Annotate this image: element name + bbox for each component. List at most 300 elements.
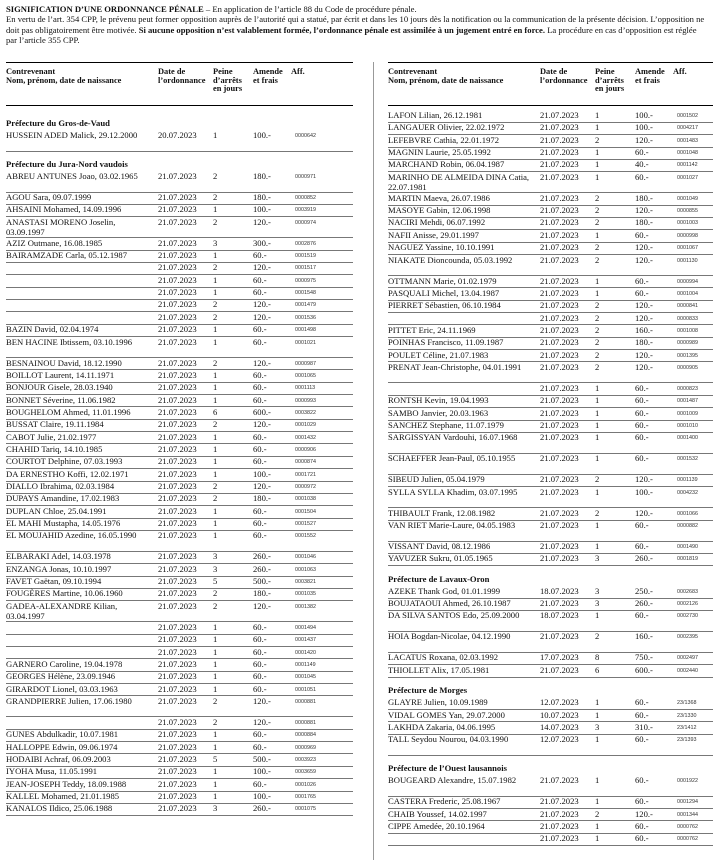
- detention-days: 1: [213, 324, 218, 335]
- table-row: [6, 647, 353, 659]
- fine-amount: 100.-: [635, 486, 653, 497]
- order-date: 21.07.2023: [540, 796, 579, 807]
- order-date: 21.07.2023: [158, 505, 197, 516]
- table-row: [388, 420, 713, 432]
- order-date: 21.07.2023: [158, 803, 197, 814]
- table-row: [388, 833, 713, 845]
- table-row: [6, 493, 353, 505]
- case-number: 0001400: [677, 435, 698, 442]
- detention-days: 1: [595, 407, 600, 418]
- detention-days: 1: [213, 468, 218, 479]
- offender-name: BUSSAT Claire, 19.11.1984: [6, 419, 104, 430]
- table-row: [6, 551, 353, 563]
- offender-name: ELBARAKI Adel, 14.03.1978: [6, 551, 111, 562]
- table-row: [6, 275, 353, 287]
- offender-name: PITTET Eric, 24.11.1969: [388, 324, 476, 335]
- table-row: [6, 432, 353, 444]
- order-date: 21.07.2023: [158, 518, 197, 529]
- order-date: 21.07.2023: [540, 382, 579, 393]
- fine-amount: 120.-: [253, 311, 271, 322]
- order-date: 21.07.2023: [158, 588, 197, 599]
- table-row: [6, 192, 353, 204]
- case-number: 0001046: [295, 554, 316, 561]
- offender-name: ANASTASI MORENO Joselin, 03.09.1997: [6, 216, 116, 238]
- detention-days: 2: [595, 337, 600, 348]
- case-number: 0004217: [677, 125, 698, 132]
- detention-days: 1: [595, 420, 600, 430]
- case-number: 0000993: [295, 397, 316, 404]
- detention-days: 1: [595, 395, 600, 406]
- fine-amount: 100.-: [635, 110, 653, 120]
- fine-amount: 60.-: [253, 741, 267, 752]
- case-number: 0001294: [677, 799, 698, 806]
- case-number: 0001063: [295, 566, 316, 573]
- offender-name: GEORGES Hélène, 23.09.1946: [6, 671, 116, 682]
- case-number: 0001003: [677, 220, 698, 227]
- offender-name: SCHAEFFER Jean-Paul, 05.10.1955: [388, 453, 516, 464]
- order-date: 17.07.2023: [540, 652, 579, 663]
- offender-name: VIDAL GOMES Yan, 29.07.2000: [388, 709, 505, 720]
- fine-amount: 100.-: [253, 468, 271, 479]
- detention-days: 2: [213, 600, 218, 611]
- table-row: [6, 791, 353, 803]
- detention-days: 2: [213, 695, 218, 706]
- case-number: 0001149: [295, 661, 316, 668]
- table-row: [6, 754, 353, 766]
- table-row: [388, 809, 713, 821]
- header-date: Date de l’ordonnance: [540, 67, 588, 85]
- header-contrevenant: Contrevenant Nom, prénom, date de naissance: [6, 67, 122, 85]
- case-number: 0001382: [295, 603, 316, 610]
- fine-amount: 180.-: [253, 171, 271, 181]
- fine-amount: 60.-: [635, 395, 649, 406]
- case-number: 0001721: [295, 471, 316, 478]
- section-heading: Préfecture de Morges: [388, 685, 468, 696]
- detention-days: 1: [595, 709, 600, 720]
- case-number: 23/1412: [677, 724, 697, 731]
- fine-amount: 160.-: [635, 631, 653, 642]
- case-number: 0002395: [677, 634, 698, 641]
- case-number: 0001483: [677, 137, 698, 144]
- table-row: [388, 159, 713, 171]
- fine-amount: 120.-: [253, 357, 271, 368]
- table-row: [388, 453, 713, 474]
- detention-days: 1: [213, 456, 218, 467]
- fine-amount: 60.-: [635, 610, 649, 621]
- offender-name: LANGAUER Olivier, 22.02.1972: [388, 122, 505, 133]
- offender-name: THIBAULT Frank, 12.08.1982: [388, 507, 496, 518]
- fine-amount: 60.-: [253, 431, 267, 442]
- case-number: 0001344: [677, 811, 698, 818]
- table-row: [6, 742, 353, 754]
- order-date: 21.07.2023: [540, 553, 579, 564]
- offender-name: NACIRI Mehdi, 06.07.1992: [388, 217, 486, 228]
- case-number: 0003821: [295, 579, 316, 586]
- table-row: [388, 395, 713, 407]
- case-number: 0002126: [677, 601, 698, 608]
- order-date: 21.07.2023: [540, 420, 579, 430]
- offender-name: SARGISSYAN Vardouhi, 16.07.1968: [388, 432, 518, 443]
- fine-amount: 260.-: [253, 551, 271, 562]
- case-number: 0001502: [677, 113, 698, 119]
- fine-amount: 120.-: [635, 474, 653, 485]
- fine-amount: 60.-: [635, 453, 649, 464]
- detention-days: 1: [213, 658, 218, 669]
- table-row: [6, 299, 353, 311]
- fine-amount: 60.-: [635, 147, 649, 158]
- offender-name: CASTERA Frederic, 25.08.1967: [388, 796, 501, 807]
- notice-paragraph: En vertu de l’art. 354 CPP, le prévenu peut former opposition auprès de l’autorité qui a statué, par écrit et dans les 10 jours dès la notification ou la communication de la présente décision. L’opposition ne doit pas obligatoirement être motivée.: [6, 14, 705, 35]
- detention-days: 1: [595, 697, 600, 708]
- fine-amount: 60.-: [253, 671, 267, 682]
- offender-name: THIOLLET Alix, 17.05.1981: [388, 664, 490, 675]
- order-date: 21.07.2023: [540, 349, 579, 360]
- fine-amount: 120.-: [635, 134, 653, 145]
- offender-name: HODAIBI Achraf, 06.09.2003: [6, 753, 111, 764]
- case-number: 0001075: [295, 806, 316, 813]
- offender-name: AHSAINI Mohamed, 14.09.1996: [6, 204, 122, 215]
- table-row: [6, 659, 353, 671]
- order-date: 21.07.2023: [158, 406, 197, 417]
- table-row: [6, 217, 353, 238]
- table-row: [388, 350, 713, 362]
- order-date: 21.07.2023: [540, 171, 579, 182]
- case-number: 0001552: [295, 533, 316, 540]
- case-number: 0000852: [295, 195, 316, 201]
- row-separator: [388, 677, 713, 678]
- order-date: 21.07.2023: [540, 312, 579, 323]
- order-date: 14.07.2023: [540, 721, 579, 732]
- detention-days: 1: [595, 453, 600, 464]
- detention-days: 1: [213, 443, 218, 454]
- detention-days: 1: [595, 147, 600, 158]
- offender-name: BAIRAMZADE Carla, 05.12.1987: [6, 250, 128, 261]
- case-number: 0002440: [677, 667, 698, 674]
- row-separator: [6, 151, 353, 152]
- fine-amount: 60.-: [253, 634, 267, 645]
- detention-days: 1: [213, 646, 218, 657]
- detention-days: 1: [595, 486, 600, 497]
- offender-name: FAVET Gaëtan, 09.10.1994: [6, 576, 102, 587]
- order-date: 21.07.2023: [540, 820, 579, 831]
- table-row: [6, 130, 353, 151]
- offender-name: BONJOUR Gisele, 28.03.1940: [6, 382, 113, 393]
- row-separator: [388, 845, 713, 846]
- case-number: 0001010: [677, 423, 698, 429]
- case-number: 0001765: [295, 794, 316, 800]
- fine-amount: 60.-: [635, 796, 649, 807]
- order-date: 21.07.2023: [540, 395, 579, 406]
- detention-days: 6: [595, 664, 600, 675]
- detention-days: 1: [213, 741, 218, 752]
- table-row: [388, 276, 713, 288]
- fine-amount: 300.-: [253, 237, 271, 248]
- table-row: [388, 172, 713, 193]
- offender-name: CHAHID Tariq, 14.10.1985: [6, 443, 103, 454]
- order-date: 21.07.2023: [158, 683, 197, 694]
- fine-amount: 60.-: [635, 275, 649, 286]
- order-date: 21.07.2023: [158, 394, 197, 405]
- fine-amount: 60.-: [253, 658, 267, 669]
- table-row: [388, 288, 713, 300]
- case-number: 0004232: [677, 489, 698, 496]
- table-row: [388, 313, 713, 325]
- detention-days: 1: [595, 820, 600, 831]
- offender-name: BOILLOT Laurent, 14.11.1971: [6, 369, 115, 380]
- offender-name: JEAN-JOSEPH Teddy, 18.09.1988: [6, 778, 127, 789]
- offender-name: IYOHA Musa, 11.05.1991: [6, 766, 98, 777]
- fine-amount: 100.-: [253, 791, 271, 801]
- fine-amount: 120.-: [253, 419, 271, 430]
- detention-days: 1: [213, 204, 218, 215]
- order-date: 21.07.2023: [158, 753, 197, 764]
- offender-name: RONTSH Kevin, 19.04.1993: [388, 395, 489, 406]
- fine-amount: 60.-: [253, 394, 267, 405]
- fine-amount: 260.-: [635, 553, 653, 564]
- offender-name: CIPPE Amedée, 20.10.1964: [388, 820, 485, 831]
- detention-days: 1: [213, 518, 218, 529]
- fine-amount: 60.-: [635, 775, 649, 786]
- case-number: 0000855: [677, 208, 698, 215]
- order-date: 21.07.2023: [158, 729, 197, 740]
- case-number: 0001004: [677, 290, 698, 297]
- offender-name: TALL Seydou Nourou, 04.03.1990: [388, 734, 509, 745]
- table-row: [388, 432, 713, 453]
- table-row: [6, 779, 353, 791]
- order-date: 21.07.2023: [158, 778, 197, 789]
- table-header: [388, 62, 713, 106]
- case-number: 0001395: [677, 352, 698, 359]
- order-date: 18.07.2023: [540, 610, 579, 621]
- detention-days: 2: [595, 349, 600, 360]
- fine-amount: 60.-: [253, 683, 267, 694]
- order-date: 21.07.2023: [540, 147, 579, 158]
- notice-header: [6, 4, 706, 46]
- offender-name: YAVUZER Sukru, 01.05.1965: [388, 553, 493, 564]
- case-number: 0001113: [295, 385, 316, 392]
- detention-days: 1: [213, 766, 218, 777]
- left-column: [6, 62, 353, 862]
- table-row: [388, 553, 713, 565]
- detention-days: 5: [213, 576, 218, 587]
- detention-days: 1: [213, 621, 218, 632]
- order-date: 20.07.2023: [158, 130, 197, 140]
- detention-days: 2: [595, 254, 600, 265]
- table-row: [388, 652, 713, 664]
- case-number: 0000881: [295, 698, 316, 705]
- table-row: [388, 362, 713, 383]
- column-divider: [373, 62, 374, 860]
- order-date: 21.07.2023: [158, 576, 197, 587]
- detention-days: 2: [213, 192, 218, 202]
- fine-amount: 160.-: [635, 324, 653, 335]
- fine-amount: 60.-: [635, 382, 649, 393]
- table-row: [388, 325, 713, 337]
- order-date: 21.07.2023: [540, 474, 579, 485]
- detention-days: 1: [213, 250, 218, 261]
- offender-name: ENZANGA Jonas, 10.10.1997: [6, 563, 112, 574]
- offender-name: BONNET Séverine, 11.06.1982: [6, 394, 116, 405]
- offender-name: DIALLO Ibrahima, 02.03.1984: [6, 481, 115, 491]
- table-row: [6, 803, 353, 815]
- order-date: 21.07.2023: [540, 254, 579, 265]
- order-date: 21.07.2023: [540, 361, 579, 372]
- table-row: [388, 610, 713, 631]
- table-row: [388, 230, 713, 242]
- offender-name: DUPLAN Chloe, 25.04.1991: [6, 505, 107, 516]
- case-number: 0000989: [677, 340, 698, 347]
- offender-name: HOIA Bogdan-Nicolae, 04.12.1990: [388, 631, 511, 642]
- order-date: 21.07.2023: [540, 287, 579, 298]
- detention-days: 2: [595, 631, 600, 642]
- table-row: [6, 506, 353, 518]
- order-date: 21.07.2023: [540, 453, 579, 464]
- table-row: [388, 796, 713, 808]
- detention-days: 2: [213, 716, 218, 727]
- fine-amount: 120.-: [253, 481, 271, 491]
- offender-name: BOUJATAOUI Ahmed, 26.10.1987: [388, 598, 511, 609]
- case-number: 0000994: [677, 278, 698, 285]
- order-date: 21.07.2023: [158, 369, 197, 380]
- order-date: 21.07.2023: [158, 419, 197, 430]
- table-row: [6, 576, 353, 588]
- order-date: 21.07.2023: [158, 563, 197, 574]
- offender-name: SAMBO Janvier, 20.03.1963: [388, 407, 489, 418]
- case-number: 23/1368: [677, 700, 697, 707]
- case-number: 0000987: [295, 360, 316, 367]
- detention-days: 2: [595, 134, 600, 145]
- table-row: [388, 300, 713, 312]
- table-row: [6, 456, 353, 468]
- fine-amount: 60.-: [635, 709, 649, 720]
- offender-name: BESNAINOU David, 18.12.1990: [6, 357, 122, 368]
- detention-days: 1: [595, 541, 600, 552]
- order-date: 21.07.2023: [540, 122, 579, 133]
- case-number: 0001437: [295, 637, 316, 644]
- detention-days: 1: [213, 791, 218, 801]
- table-row: [388, 147, 713, 159]
- table-row: [6, 250, 353, 262]
- table-row: [6, 171, 353, 192]
- offender-name: KALLEL Mohamed, 21.01.1985: [6, 791, 120, 801]
- order-date: 21.07.2023: [540, 808, 579, 819]
- offender-name: DUPAYS Amandine, 17.02.1983: [6, 493, 120, 504]
- table-row: [388, 383, 713, 395]
- table-row: [388, 205, 713, 217]
- case-number: 0002497: [677, 655, 698, 662]
- detention-days: 1: [595, 520, 600, 531]
- case-number: 0001038: [295, 496, 316, 503]
- case-number: 0001048: [677, 150, 698, 157]
- fine-amount: 60.-: [253, 324, 267, 335]
- table-row: [6, 564, 353, 576]
- fine-amount: 100.-: [635, 122, 653, 133]
- table-row: [388, 110, 713, 122]
- detention-days: 1: [595, 796, 600, 807]
- case-number: 0000998: [677, 232, 698, 239]
- detention-days: 1: [213, 778, 218, 789]
- order-date: 21.07.2023: [158, 530, 197, 541]
- order-date: 21.07.2023: [158, 443, 197, 454]
- fine-amount: 60.-: [253, 456, 267, 467]
- order-date: 21.07.2023: [540, 775, 579, 786]
- table-row: [388, 337, 713, 349]
- order-date: 21.07.2023: [540, 192, 579, 203]
- offender-name: OTTMANN Marie, 01.02.1979: [388, 275, 497, 286]
- case-number: 0001922: [677, 778, 698, 785]
- detention-days: 2: [595, 300, 600, 311]
- order-date: 12.07.2023: [540, 734, 579, 745]
- table-row: [388, 255, 713, 276]
- case-number: 0000905: [677, 364, 698, 371]
- table-row: [388, 474, 713, 486]
- case-number: 0003923: [295, 756, 316, 763]
- order-date: 21.07.2023: [540, 242, 579, 253]
- case-number: 0001021: [295, 339, 316, 346]
- case-number: 0000882: [677, 523, 698, 530]
- order-date: 21.07.2023: [158, 791, 197, 801]
- detention-days: 1: [213, 683, 218, 694]
- case-number: 0002730: [677, 613, 698, 620]
- order-date: 21.07.2023: [540, 507, 579, 518]
- offender-name: GADEA-ALEXANDRE Kilian, 03.04.1997: [6, 600, 118, 622]
- fine-amount: 120.-: [635, 808, 653, 819]
- offender-name: LACATUS Roxana, 02.03.1992: [388, 652, 499, 663]
- detention-days: 2: [595, 312, 600, 323]
- offender-name: NAFII Anisse, 29.01.1997: [388, 229, 479, 240]
- order-date: 21.07.2023: [540, 631, 579, 642]
- table-row: [388, 598, 713, 610]
- table-row: [6, 481, 353, 493]
- order-date: 21.07.2023: [540, 110, 579, 120]
- case-number: 0002683: [677, 588, 698, 595]
- fine-amount: 120.-: [635, 300, 653, 311]
- table-row: [6, 262, 353, 274]
- order-date: 21.07.2023: [540, 407, 579, 418]
- notice-paragraph-bold: Si aucune opposition n’est valablement formée, l’ordonnance pénale est assimilée à un jugement entré en force.: [138, 24, 546, 35]
- order-date: 21.07.2023: [158, 192, 197, 202]
- case-number: 23/1330: [677, 712, 697, 719]
- order-date: 21.07.2023: [158, 695, 197, 706]
- case-number: 0001045: [295, 674, 316, 681]
- detention-days: 2: [595, 808, 600, 819]
- table-row: [6, 444, 353, 456]
- order-date: 21.07.2023: [158, 287, 197, 298]
- fine-amount: 180.-: [253, 493, 271, 504]
- order-date: 21.07.2023: [158, 658, 197, 669]
- case-number: 0001548: [295, 290, 316, 297]
- case-number: 0001139: [677, 477, 698, 484]
- table-row: [6, 337, 353, 358]
- offender-name: MARINHO DE ALMEIDA DINA Catia, 22.07.1981: [388, 171, 530, 193]
- offender-name: AZEKE Thank God, 01.01.1999: [388, 585, 501, 596]
- order-date: 21.07.2023: [158, 274, 197, 285]
- fine-amount: 60.-: [253, 530, 267, 541]
- order-date: 21.07.2023: [158, 250, 197, 261]
- fine-amount: 120.-: [635, 205, 653, 216]
- detention-days: 1: [213, 369, 218, 380]
- order-date: 21.07.2023: [158, 468, 197, 479]
- case-number: 0001049: [677, 195, 698, 202]
- offender-name: CABOT Julie, 21.02.1977: [6, 431, 97, 442]
- case-number: 0000975: [295, 277, 316, 284]
- fine-amount: 60.-: [253, 443, 267, 454]
- offender-name: MARCHAND Robin, 06.04.1987: [388, 159, 505, 170]
- case-number: 0001494: [295, 624, 316, 631]
- order-date: 21.07.2023: [158, 357, 197, 368]
- order-date: 21.07.2023: [158, 634, 197, 645]
- case-number: 0000841: [677, 303, 698, 310]
